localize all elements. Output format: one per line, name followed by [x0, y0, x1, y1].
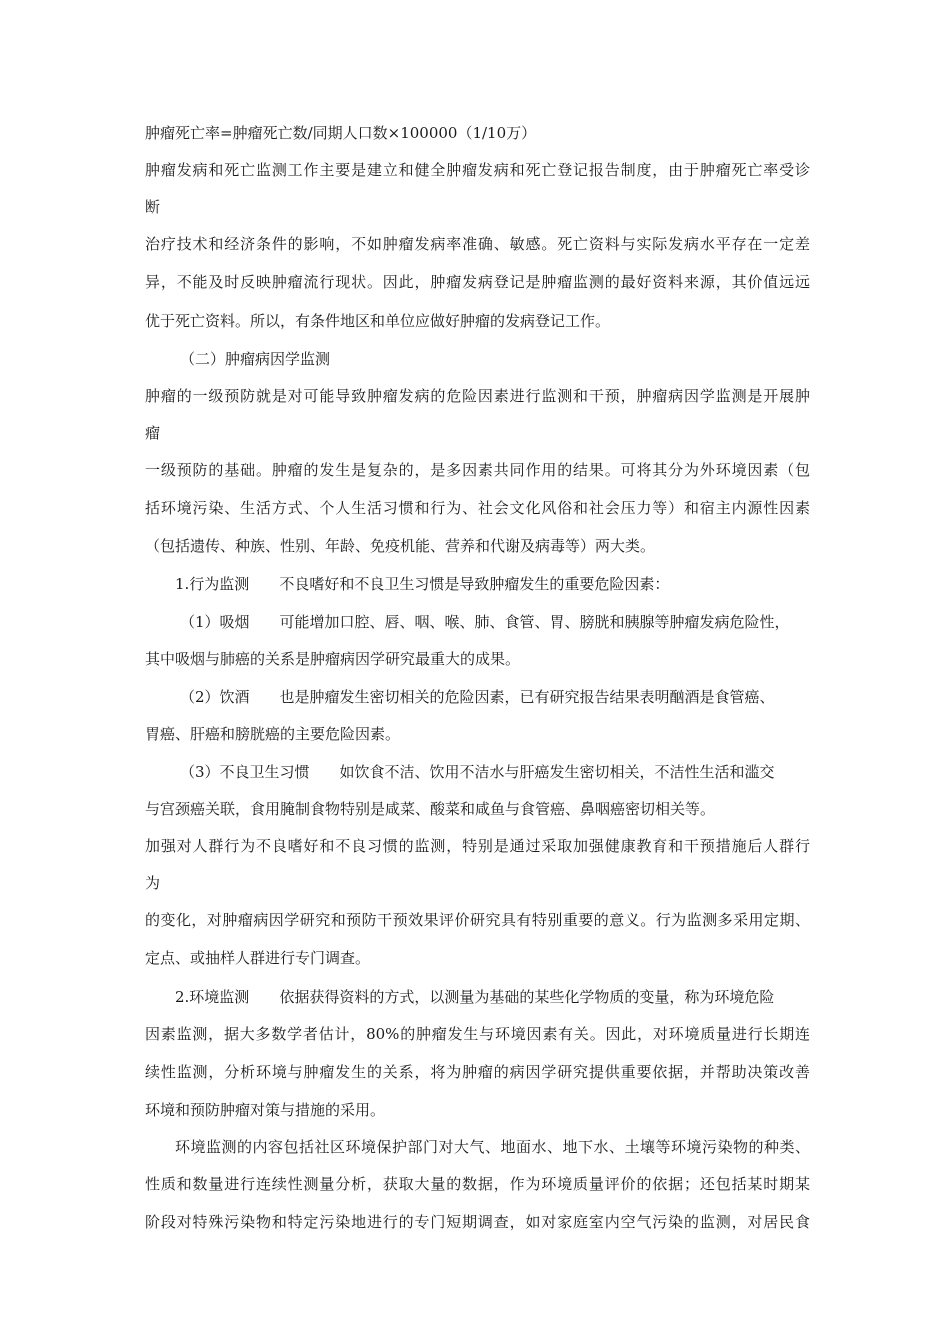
text-run: 性质和数量进行连续性测量分析，获取大量的数据，作为环境质量评价的依据；还包括某时期某 — [145, 1175, 810, 1193]
text-run: 治疗技术和经济条件的影响，不如肿瘤发病率准确、敏感。死亡资料与实际发病水平存在一定差 — [145, 235, 810, 253]
paragraph-line — [145, 384, 810, 408]
text-run: 依据获得资料的方式，以测量为基础的某些化学物质的变量，称为环境危险 — [279, 988, 775, 1006]
subsection-line — [175, 572, 810, 596]
text-run: 环境监测的内容包括社区环境保护部门对大气、地面水、地下水、土壤等环境污染物的种类、 — [175, 1138, 810, 1156]
formula-line — [145, 121, 810, 145]
item-line — [180, 760, 810, 784]
paragraph-line — [145, 834, 810, 858]
paragraph-line — [145, 232, 810, 256]
paragraph-line — [145, 1098, 810, 1122]
section-heading — [180, 347, 810, 371]
text-run: 可能增加口腔、唇、咽、喉、肺、食管、胃、膀胱和胰腺等肿瘤发病危险性， — [279, 613, 790, 631]
text-run: 阶段对特殊污染物和特定污染地进行的专门短期调查，如对家庭室内空气污染的监测，对居民食 — [145, 1213, 810, 1231]
text-run: 加强对人群行为不良嗜好和不良习惯的监测，特别是通过采取加强健康教育和干预措施后人群行 — [145, 837, 810, 855]
paragraph-line — [145, 722, 810, 746]
text-run: 定点、或抽样人群进行专门调查。 — [145, 949, 371, 967]
item-heading: （3）不良卫生习惯 — [180, 763, 310, 781]
text-run: 一级预防的基础。肿瘤的发生是复杂的，是多因素共同作用的结果。可将其分为外环境因素（包 — [145, 461, 810, 479]
subsection-heading: 1.行为监测 — [175, 575, 250, 593]
text-run: 续性监测，分析环境与肿瘤发生的关系，将为肿瘤的病因学研究提供重要依据，并帮助决策改善 — [145, 1063, 810, 1081]
paragraph-line — [145, 871, 810, 895]
text-run: 的变化，对肿瘤病因学研究和预防干预效果评价研究具有特别重要的意义。行为监测多采用定期、 — [145, 911, 810, 929]
paragraph-line — [145, 1022, 810, 1046]
paragraph-line — [145, 270, 810, 294]
item-line — [180, 610, 810, 634]
text-run: 不良嗜好和不良卫生习惯是导致肿瘤发生的重要危险因素： — [279, 575, 670, 593]
subsection-heading: 2.环境监测 — [175, 988, 250, 1006]
paragraph-line — [175, 1135, 810, 1159]
text-run: （包括遗传、种族、性别、年龄、免疫机能、营养和代谢及病毒等）两大类。 — [145, 537, 656, 555]
paragraph-line — [145, 458, 810, 482]
text-run: 与宫颈癌关联，食用腌制食物特别是咸菜、酸菜和咸鱼与食管癌、鼻咽癌密切相关等。 — [145, 800, 716, 818]
subsection-line — [175, 985, 810, 1009]
text-run: 为 — [145, 874, 161, 892]
item-heading: （2）饮酒 — [180, 688, 250, 706]
text-run: 断 — [145, 198, 161, 216]
paragraph-line — [145, 946, 810, 970]
paragraph-line — [145, 158, 810, 182]
text-run: 如饮食不洁、饮用不洁水与肝癌发生密切相关，不洁性生活和滥交 — [339, 763, 775, 781]
paragraph-line — [145, 1172, 810, 1196]
text-run: 胃癌、肝癌和膀胱癌的主要危险因素。 — [145, 725, 401, 743]
text-run: 肿瘤的一级预防就是对可能导致肿瘤发病的危险因素进行监测和干预，肿瘤病因学监测是开展肿 — [145, 387, 810, 405]
item-line — [180, 685, 810, 709]
text-run: （二）肿瘤病因学监测 — [180, 350, 331, 368]
paragraph-line — [145, 309, 810, 333]
text-run: 肿瘤发病和死亡监测工作主要是建立和健全肿瘤发病和死亡登记报告制度，由于肿瘤死亡率受诊 — [145, 161, 810, 179]
paragraph-line — [145, 421, 810, 445]
paragraph-line — [145, 647, 810, 671]
text-run: 肿瘤死亡率=肿瘤死亡数/同期人口数×100000（1/10万） — [145, 124, 537, 142]
text-run: 瘤 — [145, 424, 161, 442]
paragraph-line — [145, 908, 810, 932]
text-run: 括环境污染、生活方式、个人生活习惯和行为、社会文化风俗和社会压力等）和宿主内源性因素 — [145, 499, 810, 517]
text-run: 环境和预防肿瘤对策与措施的采用。 — [145, 1101, 386, 1119]
text-run: 异，不能及时反映肿瘤流行现状。因此，肿瘤发病登记是肿瘤监测的最好资料来源，其价值远远 — [145, 273, 810, 291]
text-run: 优于死亡资料。所以，有条件地区和单位应做好肿瘤的发病登记工作。 — [145, 312, 611, 330]
paragraph-line — [145, 1210, 810, 1234]
text-run: 其中吸烟与肺癌的关系是肿瘤病因学研究最重大的成果。 — [145, 650, 521, 668]
paragraph-line — [145, 534, 810, 558]
paragraph-line — [145, 195, 810, 219]
text-run: 因素监测，据大多数学者估计，80%的肿瘤发生与环境因素有关。因此，对环境质量进行长期连 — [145, 1025, 810, 1043]
text-run: 也是肿瘤发生密切相关的危险因素，已有研究报告结果表明酗酒是食管癌、 — [279, 688, 775, 706]
paragraph-line — [145, 496, 810, 520]
item-heading: （1）吸烟 — [180, 613, 250, 631]
paragraph-line — [145, 797, 810, 821]
paragraph-line — [145, 1060, 810, 1084]
